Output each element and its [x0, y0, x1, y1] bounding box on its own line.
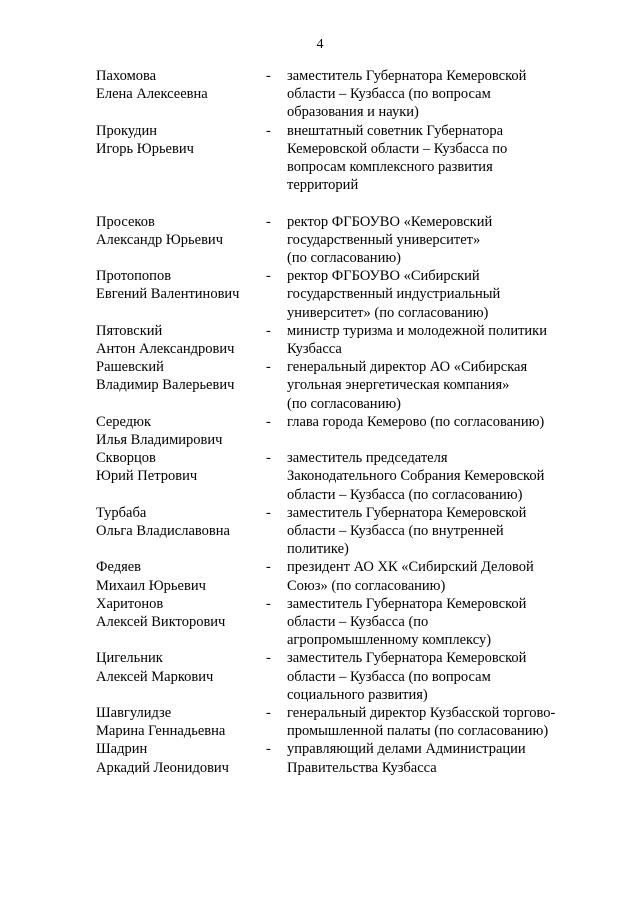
role-line: области – Кузбасса (по вопросам: [287, 86, 491, 103]
member-entry: [96, 649, 586, 704]
member-given-names: Антон Александрович: [96, 340, 235, 357]
entry-dash: -: [266, 122, 271, 139]
entry-dash: -: [266, 413, 271, 430]
role-line: генеральный директор АО «Сибирская: [287, 359, 528, 376]
role-line: (по согласованию): [287, 250, 401, 266]
member-entry: [96, 358, 586, 413]
role-line: глава города Кемерово (по согласованию): [287, 413, 545, 430]
entry-dash: -: [266, 504, 271, 521]
member-given-names: Алексей Маркович: [96, 668, 214, 685]
role-line: угольная энергетическая компания»: [287, 377, 510, 394]
role-line: ректор ФГБОУВО «Сибирский: [287, 268, 480, 285]
member-surname: Середюк: [96, 413, 152, 430]
role-line: заместитель Губернатора Кемеровской: [287, 68, 527, 84]
role-line: образования и науки): [287, 104, 419, 121]
role-line: Кемеровской области – Кузбасса по: [287, 140, 508, 157]
member-given-names: Елена Алексеевна: [96, 86, 208, 103]
member-surname: Просеков: [96, 213, 155, 230]
member-surname: Скворцов: [96, 450, 156, 467]
member-given-names: Евгений Валентинович: [96, 286, 240, 303]
role-line: промышленной палаты (по согласованию): [287, 723, 549, 740]
member-surname: Харитонов: [96, 595, 164, 612]
member-name: [96, 322, 266, 358]
role-line: области – Кузбасса (по: [287, 613, 429, 630]
member-name: [96, 449, 266, 485]
member-role: [287, 740, 587, 776]
entry-dash: -: [266, 359, 271, 376]
role-line: министр туризма и молодежной политики: [287, 322, 547, 339]
member-role: [287, 67, 587, 122]
member-surname: Цигельник: [96, 650, 163, 667]
member-given-names: Игорь Юрьевич: [96, 140, 194, 157]
member-role: [287, 595, 587, 650]
role-line: Союз» (по согласованию): [287, 577, 446, 594]
member-surname: Федяев: [96, 559, 142, 576]
member-entry: [96, 558, 586, 594]
member-surname: Пятовский: [96, 322, 163, 339]
entry-dash: -: [266, 268, 271, 285]
member-given-names: Марина Геннадьевна: [96, 723, 226, 740]
member-given-names: Илья Владимирович: [96, 431, 223, 448]
role-line: генеральный директор Кузбасской торгово-: [287, 704, 556, 721]
role-line: области – Кузбасса (по внутренней: [287, 522, 504, 539]
entry-dash: -: [266, 450, 271, 467]
member-given-names: Аркадий Леонидович: [96, 759, 229, 776]
role-line: университет» (по согласованию): [287, 304, 489, 321]
entry-dash: -: [266, 595, 271, 612]
role-line: области – Кузбасса (по согласованию): [287, 486, 523, 503]
member-surname: Прокудин: [96, 122, 158, 139]
member-entry: [96, 595, 586, 650]
member-entry: [96, 704, 586, 740]
role-line: заместитель Губернатора Кемеровской: [287, 504, 527, 521]
member-entry: [96, 322, 586, 358]
entry-dash: -: [266, 68, 271, 84]
role-line: области – Кузбасса (по вопросам: [287, 668, 491, 685]
member-role: [287, 449, 587, 504]
member-entry: [96, 122, 586, 213]
member-entry: [96, 504, 586, 559]
role-line: ректор ФГБОУВО «Кемеровский: [287, 213, 493, 230]
member-role: [287, 704, 587, 740]
member-entry: [96, 413, 586, 449]
member-surname: Шавгулидзе: [96, 704, 172, 721]
entry-dash: -: [266, 322, 271, 339]
role-line: государственный индустриальный: [287, 286, 501, 303]
member-entry: [96, 67, 586, 122]
page-number: 4: [316, 37, 324, 52]
member-entry: [96, 740, 586, 776]
role-line: агропромышленному комплексу): [287, 632, 492, 649]
member-surname: Турбаба: [96, 504, 147, 521]
member-name: [96, 740, 266, 776]
member-name: [96, 504, 266, 540]
entry-dash: -: [266, 704, 271, 721]
role-line: Кузбасса: [287, 340, 342, 357]
role-line: социального развития): [287, 686, 428, 703]
role-line: (по согласованию): [287, 395, 401, 412]
member-given-names: Ольга Владиславовна: [96, 522, 230, 539]
member-role: [287, 504, 587, 559]
member-role: [287, 358, 587, 413]
member-surname: Протопопов: [96, 268, 172, 285]
member-given-names: Владимир Валерьевич: [96, 377, 235, 394]
member-entry: [96, 449, 586, 504]
member-role: [287, 558, 587, 594]
member-role: [287, 322, 587, 358]
member-role: [287, 213, 587, 268]
member-name: [96, 213, 266, 249]
role-line: заместитель Губернатора Кемеровской: [287, 650, 527, 667]
member-name: [96, 649, 266, 685]
member-entry: [96, 267, 586, 322]
member-given-names: Юрий Петрович: [96, 468, 198, 485]
member-given-names: Александр Юрьевич: [96, 231, 223, 248]
entry-dash: -: [266, 741, 271, 758]
member-given-names: Алексей Викторович: [96, 613, 226, 630]
role-line: Законодательного Собрания Кемеровской: [287, 468, 545, 485]
role-line: управляющий делами Администрации: [287, 741, 526, 758]
member-given-names: Михаил Юрьевич: [96, 577, 206, 594]
role-line: территорий: [287, 177, 359, 194]
entry-dash: -: [266, 559, 271, 576]
member-role: [287, 649, 587, 704]
member-surname: Шадрин: [96, 741, 148, 758]
member-name: [96, 558, 266, 594]
member-name: [96, 413, 266, 449]
member-name: [96, 704, 266, 740]
member-name: [96, 358, 266, 394]
member-surname: Рашевский: [96, 359, 164, 376]
role-line: Правительства Кузбасса: [287, 759, 437, 776]
members-list: [96, 67, 586, 777]
entry-dash: -: [266, 213, 271, 230]
role-line: президент АО ХК «Сибирский Деловой: [287, 559, 534, 576]
member-name: [96, 267, 266, 303]
role-line: политике): [287, 541, 349, 558]
role-line: внештатный советник Губернатора: [287, 122, 504, 139]
entry-dash: -: [266, 650, 271, 667]
member-name: [96, 595, 266, 631]
member-role: [287, 267, 587, 322]
member-entry: [96, 213, 586, 268]
member-role: [287, 122, 587, 195]
member-surname: Пахомова: [96, 68, 157, 84]
role-line: вопросам комплексного развития: [287, 159, 493, 175]
member-name: [96, 67, 266, 103]
role-line: заместитель Губернатора Кемеровской: [287, 595, 527, 612]
member-role: [287, 413, 587, 431]
role-line: заместитель председателя: [287, 450, 448, 467]
role-line: государственный университет»: [287, 231, 481, 248]
member-name: [96, 122, 266, 158]
